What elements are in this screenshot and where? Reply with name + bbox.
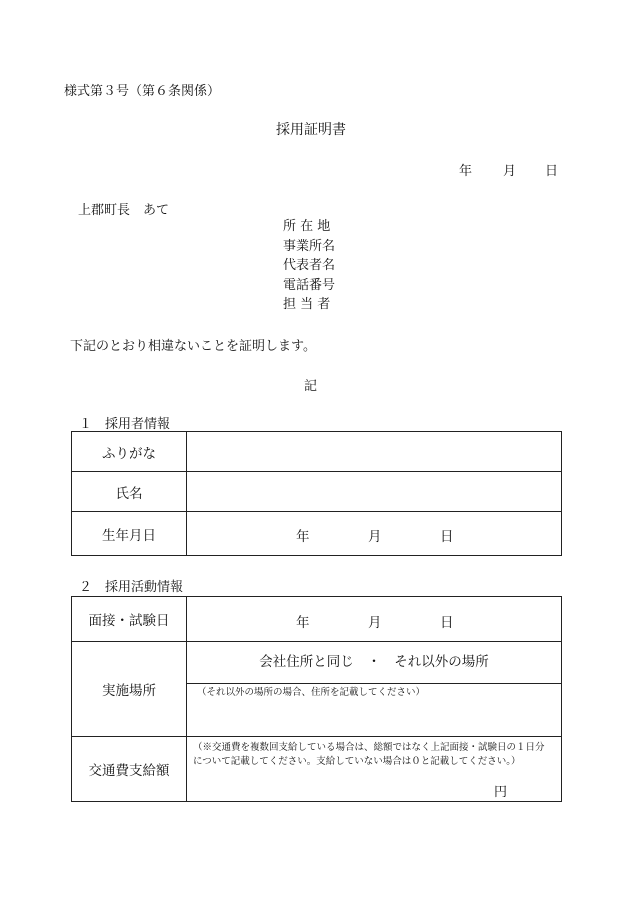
interview-year: 年 — [296, 615, 310, 631]
table-row — [72, 512, 562, 556]
company-field-address: 所 在 地 — [283, 219, 331, 234]
table-row — [72, 737, 562, 802]
interview-date-label: 面接・試験日 — [72, 597, 187, 642]
transport-field[interactable] — [187, 737, 562, 802]
transport-label: 交通費支給額 — [72, 737, 187, 802]
interview-date-field[interactable] — [187, 597, 562, 642]
table-row — [72, 432, 562, 472]
furigana-field[interactable] — [187, 432, 562, 472]
venue-field — [187, 642, 562, 737]
transport-note-line2: について記載してください。支給していない場合は０と記載してください。） — [193, 756, 521, 767]
transport-unit: 円 — [494, 785, 508, 800]
document-title: 採用証明書 — [276, 122, 346, 138]
certification-statement: 下記のとおり相違ないことを証明します。 — [70, 339, 316, 354]
date-year: 年 — [459, 164, 473, 179]
birthdate-month: 月 — [368, 529, 382, 545]
company-field-phone: 電話番号 — [283, 277, 336, 293]
company-field-representative: 代表者名 — [283, 258, 336, 274]
company-fields — [283, 217, 335, 315]
section1-heading: １ 採用者情報 — [79, 417, 171, 432]
name-field[interactable] — [187, 472, 562, 512]
company-field-office-name: 事業所名 — [283, 238, 336, 254]
recipient: 上郡町長 あて — [78, 203, 170, 218]
form-number: 様式第３号（第６条関係） — [64, 84, 221, 99]
company-field-contact-person: 担 当 者 — [283, 297, 331, 313]
transport-note-line1: （※交通費を複数回支給している場合は、総額ではなく上記面接・試験日の１日分 — [193, 742, 545, 753]
venue-label: 実施場所 — [72, 642, 187, 737]
birthdate-field[interactable] — [187, 512, 562, 556]
section2-heading: ２ 採用活動情報 — [79, 580, 184, 595]
date-month: 月 — [503, 164, 517, 179]
furigana-label: ふりがな — [72, 432, 187, 472]
applicant-info-table — [71, 431, 562, 556]
venue-note: （それ以外の場所の場合、住所を記載してください） — [197, 687, 426, 698]
venue-options[interactable]: 会社住所と同じ ・ それ以外の場所 — [259, 654, 489, 670]
date-day: 日 — [545, 164, 559, 179]
table-row — [72, 472, 562, 512]
birthdate-label: 生年月日 — [72, 512, 187, 556]
interview-day: 日 — [440, 615, 454, 631]
ki-heading: 記 — [304, 379, 318, 394]
birthdate-day: 日 — [440, 529, 454, 545]
birthdate-year: 年 — [296, 529, 310, 545]
table-row — [72, 642, 562, 737]
table-row — [72, 597, 562, 642]
recruitment-activity-table — [71, 596, 562, 802]
interview-month: 月 — [368, 615, 382, 631]
name-label: 氏名 — [72, 472, 187, 512]
